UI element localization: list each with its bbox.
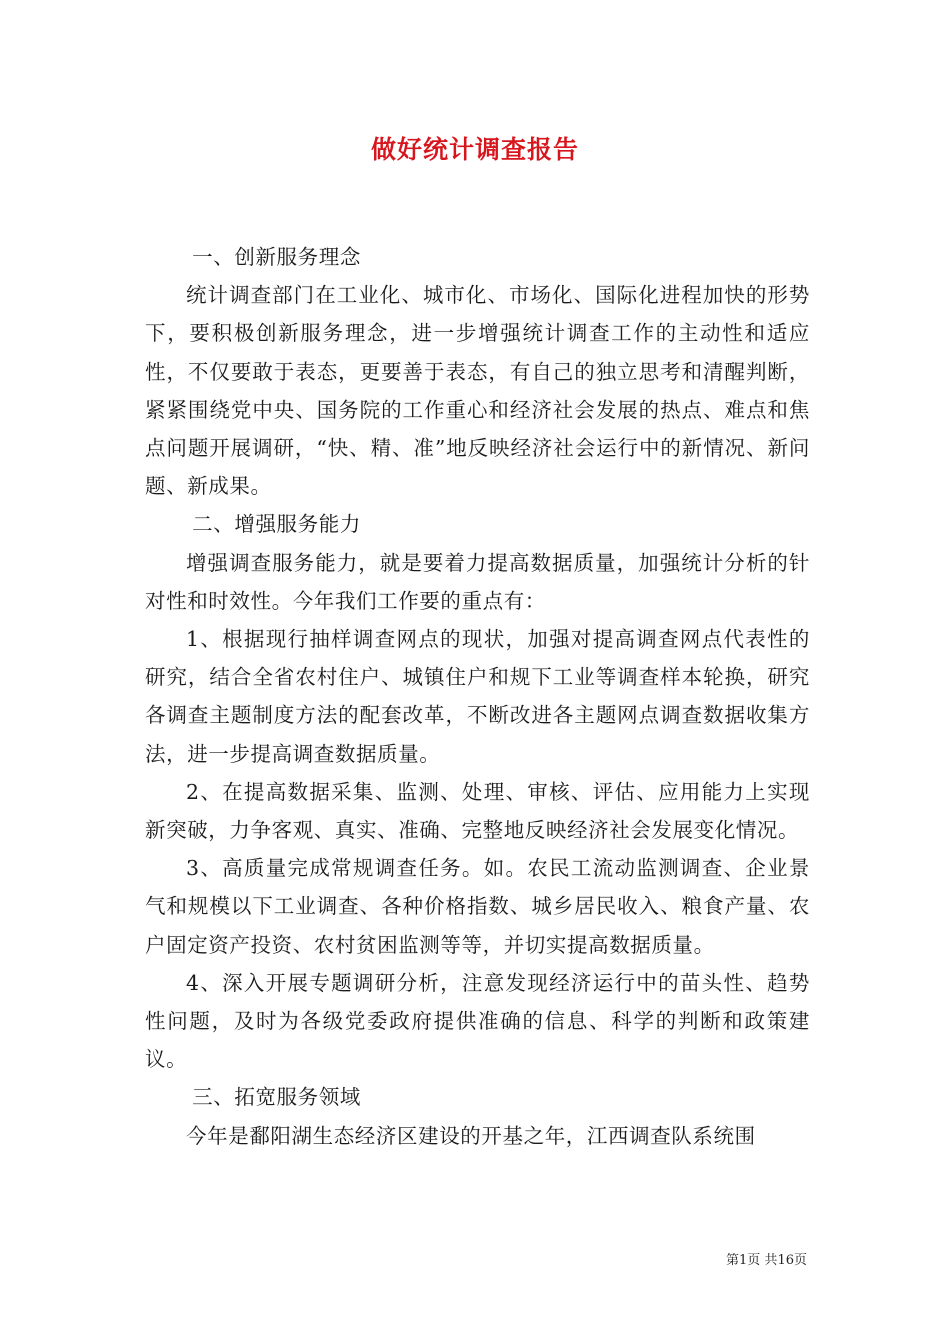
section-heading-3: 三、拓宽服务领域: [192, 1085, 361, 1110]
list-item: 4、深入开展专题调研分析，注意发现经济运行中的苗头性、趋势性问题，及时为各级党委政府提供准确的信息、科学的判断和政策建议。: [145, 970, 810, 1072]
footer-middle: 页 共: [747, 1253, 778, 1268]
section-heading-2: 二、增强服务能力: [192, 512, 361, 537]
paragraph: 增强调查服务能力，就是要着力提高数据质量，加强统计分析的针对性和时效性。今年我们工作要的重点有：: [145, 550, 810, 613]
document-title: 做好统计调查报告: [370, 135, 579, 164]
footer-total-pages: 16: [777, 1253, 794, 1268]
document-body: [145, 238, 810, 1155]
list-item: 2、在提高数据采集、监测、处理、审核、评估、应用能力上实现新突破，力争客观、真实、准确、完整地反映经济社会发展变化情况。: [145, 779, 810, 843]
section-heading-1: 一、创新服务理念: [192, 245, 361, 269]
paragraph: 今年是鄱阳湖生态经济区建设的开基之年，江西调查队系统围: [186, 1123, 756, 1148]
paragraph: 统计调查部门在工业化、城市化、市场化、国际化进程加快的形势下，要积极创新服务理念，进一步增强统计调查工作的主动性和适应性，不仅要敢于表态，更要善于表态，有自己的独立思考和清醒判断，紧紧围绕党中央、国务院的工作重心和经济社会发展的热点、难点和焦点问题开展调研，“快、精、准”地反映经济社会运行中的新情况、新问题、新成果。: [145, 283, 810, 499]
list-item: 1、根据现行抽样调查网点的现状，加强对提高调查网点代表性的研究，结合全省农村住户、城镇住户和规下工业等调查样本轮换，研究各调查主题制度方法的配套改革，不断改进各主题网点调查数据收集方法，进一步提高调查数据质量。: [145, 627, 810, 766]
page-number-footer: [726, 1249, 807, 1268]
footer-current-page: 1: [739, 1253, 748, 1268]
list-item: 3、高质量完成常规调查任务。如。农民工流动监测调查、企业景气和规模以下工业调查、各种价格指数、城乡居民收入、粮食产量、农户固定资产投资、农村贫困监测等等，并切实提高数据质量。: [145, 856, 810, 957]
footer-prefix: 第: [726, 1253, 740, 1268]
footer-suffix: 页: [793, 1253, 807, 1268]
